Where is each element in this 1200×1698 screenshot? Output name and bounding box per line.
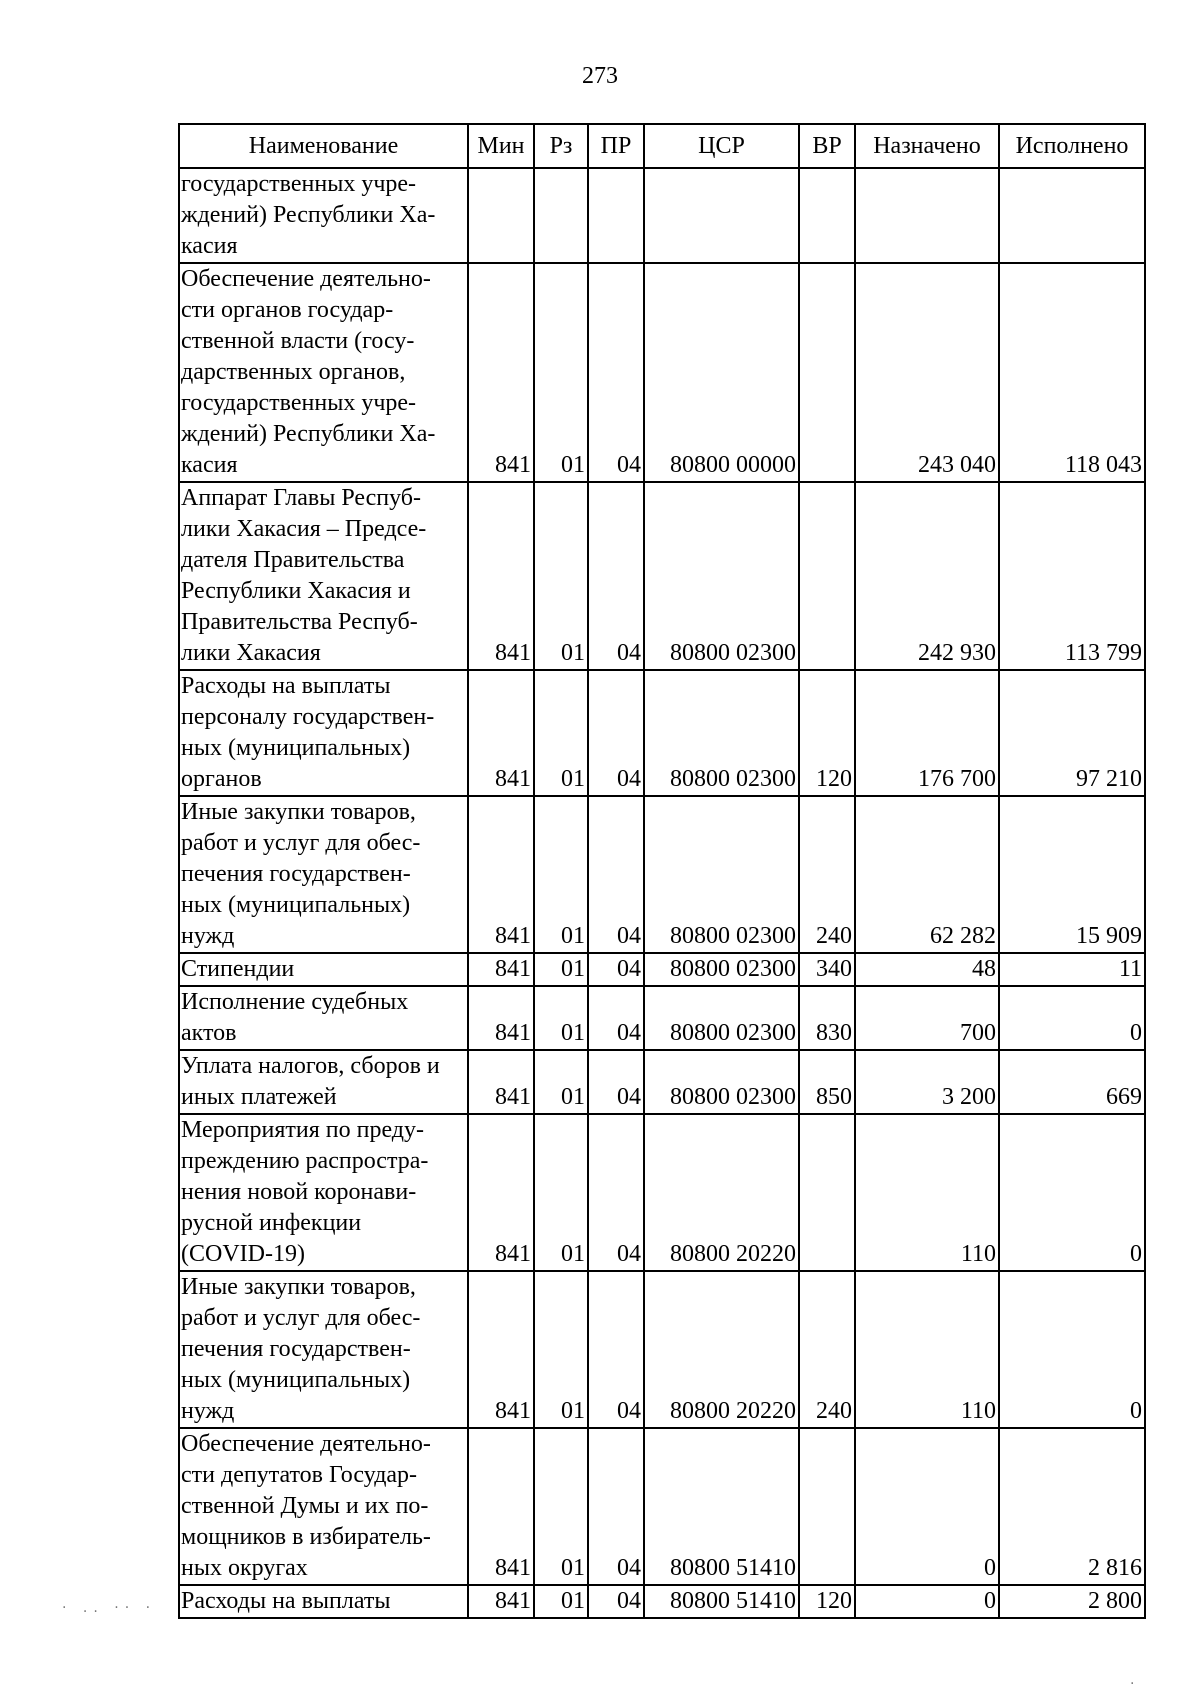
header-name: Наименование [179, 124, 468, 168]
cell-assigned: 110 [855, 1271, 999, 1428]
cell-executed: 0 [999, 1114, 1145, 1271]
cell-rz: 01 [534, 986, 588, 1050]
cell-name-line: государственных учре- [181, 390, 417, 416]
cell-name-line: нужд [181, 923, 235, 949]
cell-pr: 04 [588, 796, 644, 953]
cell-pr [588, 168, 644, 263]
cell-csr: 80800 02300 [644, 796, 799, 953]
cell-name [179, 1585, 468, 1618]
cell-name-line: Расходы на выплаты [181, 1588, 391, 1614]
cell-vr: 850 [799, 1050, 855, 1114]
cell-executed: 15 909 [999, 796, 1145, 953]
cell-name-line: ственной власти (госу- [181, 328, 415, 354]
cell-pr: 04 [588, 1114, 644, 1271]
header-rz: Рз [534, 124, 588, 168]
cell-name-line: нужд [181, 1398, 235, 1424]
cell-vr: 830 [799, 986, 855, 1050]
cell-name-line: персоналу государствен- [181, 704, 435, 730]
cell-name-line: Аппарат Главы Респуб- [181, 485, 422, 511]
cell-min: 841 [468, 1050, 534, 1114]
cell-csr: 80800 20220 [644, 1114, 799, 1271]
cell-min: 841 [468, 1428, 534, 1585]
cell-min: 841 [468, 796, 534, 953]
cell-name-line: Иные закупки товаров, [181, 799, 416, 825]
cell-assigned: 243 040 [855, 263, 999, 482]
cell-rz: 01 [534, 263, 588, 482]
cell-min: 841 [468, 953, 534, 986]
cell-vr: 120 [799, 670, 855, 796]
cell-name [179, 1428, 468, 1585]
cell-csr: 80800 02300 [644, 482, 799, 670]
table-row [179, 986, 1145, 1050]
cell-rz: 01 [534, 1114, 588, 1271]
cell-assigned: 110 [855, 1114, 999, 1271]
cell-csr: 80800 51410 [644, 1428, 799, 1585]
cell-assigned: 0 [855, 1585, 999, 1618]
cell-name [179, 168, 468, 263]
cell-name-line: русной инфекции [181, 1210, 362, 1236]
cell-vr: 120 [799, 1585, 855, 1618]
cell-min: 841 [468, 482, 534, 670]
cell-name-line: ных (муниципальных) [181, 892, 411, 918]
cell-name [179, 1114, 468, 1271]
cell-assigned: 176 700 [855, 670, 999, 796]
cell-executed: 2 800 [999, 1585, 1145, 1618]
cell-vr [799, 1114, 855, 1271]
cell-csr: 80800 02300 [644, 670, 799, 796]
cell-executed: 2 816 [999, 1428, 1145, 1585]
cell-rz: 01 [534, 1271, 588, 1428]
cell-name-line: Уплата налогов, сборов и [181, 1053, 440, 1079]
header-pr: ПР [588, 124, 644, 168]
scan-noise: · [1130, 1676, 1141, 1692]
cell-rz: 01 [534, 1050, 588, 1114]
cell-rz [534, 168, 588, 263]
cell-vr: 240 [799, 796, 855, 953]
cell-name [179, 986, 468, 1050]
cell-name-line: мощников в избиратель- [181, 1524, 431, 1550]
table-row [179, 953, 1145, 986]
cell-name-line: Исполнение судебных [181, 989, 409, 1015]
table-row [179, 1585, 1145, 1618]
cell-vr [799, 263, 855, 482]
table-row [179, 482, 1145, 670]
cell-vr [799, 482, 855, 670]
cell-name-line: государственных учре- [181, 171, 417, 197]
cell-pr: 04 [588, 1428, 644, 1585]
page-number: 273 [582, 63, 618, 89]
cell-name-line: лики Хакасия [181, 640, 321, 666]
cell-min: 841 [468, 1271, 534, 1428]
cell-pr: 04 [588, 1585, 644, 1618]
cell-executed: 0 [999, 986, 1145, 1050]
cell-name-line: ных (муниципальных) [181, 1367, 411, 1393]
cell-rz: 01 [534, 796, 588, 953]
cell-assigned: 242 930 [855, 482, 999, 670]
table-row [179, 1271, 1145, 1428]
cell-min: 841 [468, 1585, 534, 1618]
cell-name-line: печения государствен- [181, 861, 411, 887]
cell-assigned: 3 200 [855, 1050, 999, 1114]
cell-min: 841 [468, 1114, 534, 1271]
cell-name-line: касия [181, 233, 238, 259]
cell-csr: 80800 20220 [644, 1271, 799, 1428]
cell-executed: 0 [999, 1271, 1145, 1428]
cell-name-line: касия [181, 452, 238, 478]
cell-name-line: ных (муниципальных) [181, 735, 411, 761]
cell-name [179, 953, 468, 986]
table-row [179, 1050, 1145, 1114]
table-row [179, 168, 1145, 263]
cell-name-line: ждений) Республики Ха- [181, 202, 436, 228]
cell-name-line: Правительства Респуб- [181, 609, 418, 635]
cell-pr: 04 [588, 263, 644, 482]
cell-executed: 11 [999, 953, 1145, 986]
cell-name [179, 670, 468, 796]
cell-name-line: Расходы на выплаты [181, 673, 391, 699]
cell-vr [799, 168, 855, 263]
cell-min [468, 168, 534, 263]
cell-name-line: актов [181, 1020, 237, 1046]
header-vr: ВР [799, 124, 855, 168]
cell-executed: 669 [999, 1050, 1145, 1114]
cell-rz: 01 [534, 482, 588, 670]
cell-name-line: Иные закупки товаров, [181, 1274, 416, 1300]
cell-rz: 01 [534, 1585, 588, 1618]
cell-executed [999, 168, 1145, 263]
cell-name-line: дарственных органов, [181, 359, 406, 385]
cell-pr: 04 [588, 986, 644, 1050]
cell-executed: 97 210 [999, 670, 1145, 796]
cell-rz: 01 [534, 1428, 588, 1585]
cell-min: 841 [468, 263, 534, 482]
header-min: Мин [468, 124, 534, 168]
cell-name-line: работ и услуг для обес- [181, 830, 421, 856]
cell-pr: 04 [588, 953, 644, 986]
header-csr: ЦСР [644, 124, 799, 168]
cell-name [179, 1271, 468, 1428]
cell-name-line: ственной Думы и их по- [181, 1493, 429, 1519]
cell-name-line: сти органов государ- [181, 297, 394, 323]
table-row [179, 1428, 1145, 1585]
cell-csr: 80800 02300 [644, 1050, 799, 1114]
table-row [179, 1114, 1145, 1271]
table-body [179, 168, 1145, 1618]
cell-name [179, 796, 468, 953]
cell-min: 841 [468, 670, 534, 796]
cell-assigned: 48 [855, 953, 999, 986]
cell-rz: 01 [534, 953, 588, 986]
cell-pr: 04 [588, 1050, 644, 1114]
scan-noise: · .. ·· · [62, 1600, 157, 1616]
cell-rz: 01 [534, 670, 588, 796]
cell-executed: 118 043 [999, 263, 1145, 482]
cell-name-line: дателя Правительства [181, 547, 405, 573]
cell-pr: 04 [588, 670, 644, 796]
cell-name-line: сти депутатов Государ- [181, 1462, 418, 1488]
cell-name-line: Обеспечение деятельно- [181, 266, 431, 292]
cell-name-line: Обеспечение деятельно- [181, 1431, 431, 1457]
cell-name-line: преждению распростра- [181, 1148, 429, 1174]
cell-vr [799, 1428, 855, 1585]
cell-name-line: иных платежей [181, 1084, 337, 1110]
cell-name [179, 263, 468, 482]
cell-assigned: 700 [855, 986, 999, 1050]
cell-name-line: печения государствен- [181, 1336, 411, 1362]
cell-name-line: органов [181, 766, 262, 792]
budget-table [178, 123, 1146, 1619]
cell-name [179, 1050, 468, 1114]
cell-csr: 80800 02300 [644, 953, 799, 986]
cell-csr [644, 168, 799, 263]
cell-name-line: Стипендии [181, 956, 295, 982]
cell-name-line: Мероприятия по преду- [181, 1117, 424, 1143]
cell-csr: 80800 00000 [644, 263, 799, 482]
header-assigned: Назначено [855, 124, 999, 168]
cell-assigned: 62 282 [855, 796, 999, 953]
cell-name-line: нения новой коронави- [181, 1179, 417, 1205]
table-row [179, 796, 1145, 953]
cell-name [179, 482, 468, 670]
cell-name-line: Республики Хакасия и [181, 578, 411, 604]
table-row [179, 670, 1145, 796]
cell-assigned: 0 [855, 1428, 999, 1585]
cell-executed: 113 799 [999, 482, 1145, 670]
cell-name-line: ных округах [181, 1555, 308, 1581]
header-executed: Исполнено [999, 124, 1145, 168]
table-row [179, 263, 1145, 482]
cell-assigned [855, 168, 999, 263]
cell-csr: 80800 02300 [644, 986, 799, 1050]
cell-name-line: работ и услуг для обес- [181, 1305, 421, 1331]
cell-pr: 04 [588, 1271, 644, 1428]
table-header-row [179, 124, 1145, 168]
cell-vr: 240 [799, 1271, 855, 1428]
cell-vr: 340 [799, 953, 855, 986]
cell-min: 841 [468, 986, 534, 1050]
cell-name-line: (COVID-19) [181, 1241, 305, 1267]
cell-csr: 80800 51410 [644, 1585, 799, 1618]
cell-name-line: лики Хакасия – Предсе- [181, 516, 427, 542]
cell-pr: 04 [588, 482, 644, 670]
cell-name-line: ждений) Республики Ха- [181, 421, 436, 447]
